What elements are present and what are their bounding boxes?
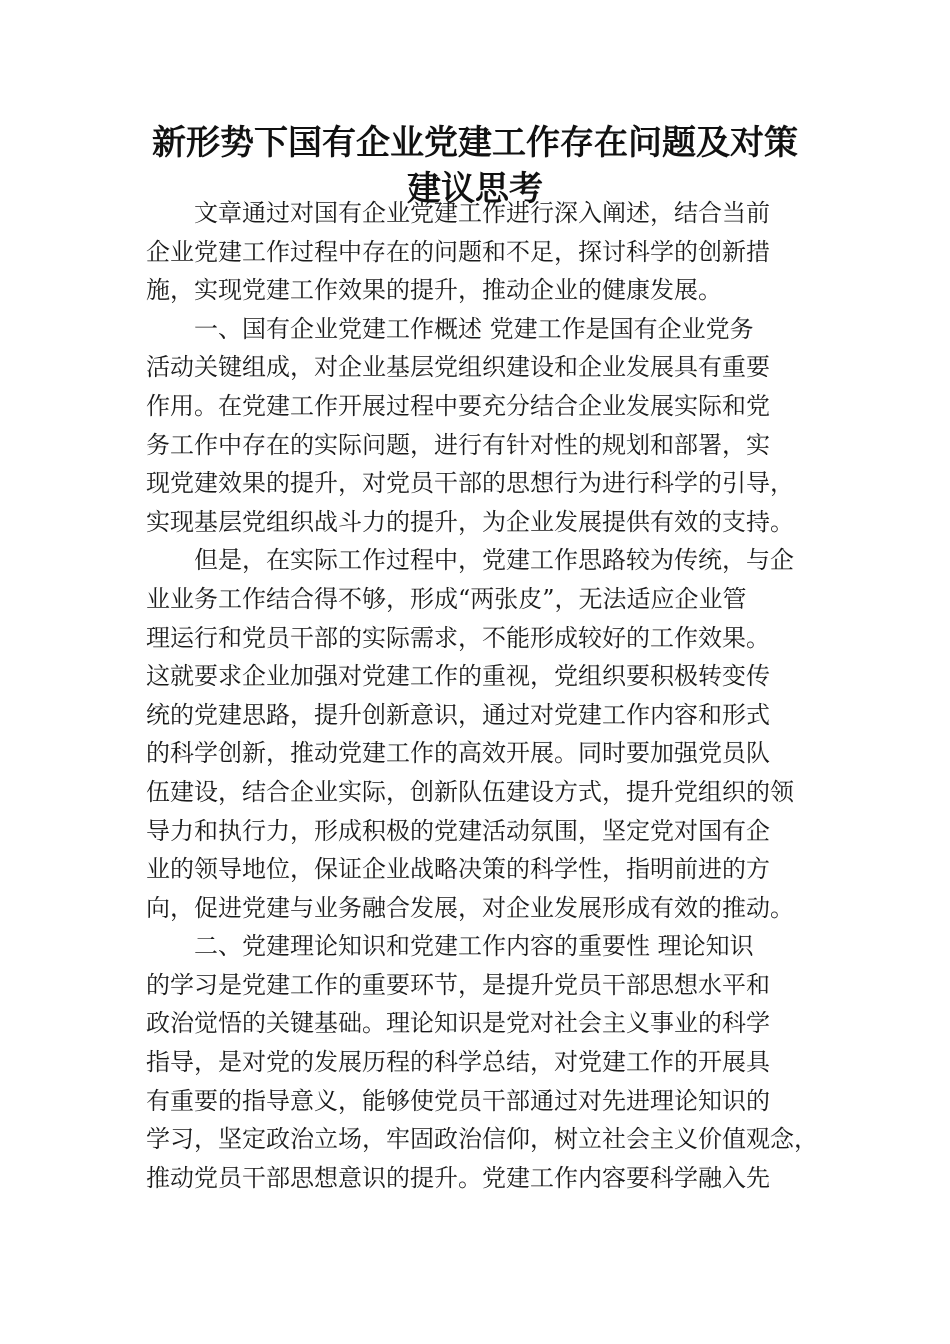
document-title-line-2: 建议思考 [407, 169, 543, 209]
text-line: 统的党建思路，提升创新意识，通过对党建工作内容和形式 [146, 700, 770, 729]
text-line: 指导，是对党的发展历程的科学总结，对党建工作的开展具 [146, 1048, 770, 1077]
paragraph-section-1 [146, 310, 808, 542]
text-line: 实现基层党组织战斗力的提升，为企业发展提供有效的支持。 [146, 507, 794, 536]
text-line: 推动党员干部思想意识的提升。党建工作内容要科学融入先 [146, 1163, 770, 1192]
text-line: 二、党建理论知识和党建工作内容的重要性 理论知识 [194, 932, 754, 961]
text-line: 的学习是党建工作的重要环节，是提升党员干部思想水平和 [146, 970, 770, 999]
paragraph-intro [146, 194, 808, 310]
document-title-line-1: 新形势下国有企业党建工作存在问题及对策 [152, 123, 798, 163]
text-line: 理运行和党员干部的实际需求，不能形成较好的工作效果。 [146, 623, 770, 652]
text-line: 业业务工作结合得不够，形成“两张皮”，无法适应企业管 [146, 584, 747, 613]
text-line: 企业党建工作过程中存在的问题和不足，探讨科学的创新措 [146, 237, 770, 266]
text-line: 这就要求企业加强对党建工作的重视，党组织要积极转变传 [146, 662, 770, 691]
paragraph-section-2 [146, 927, 818, 1197]
text-line: 向，促进党建与业务融合发展，对企业发展形成有效的推动。 [146, 893, 794, 922]
text-line: 现党建效果的提升，对党员干部的思想行为进行科学的引导， [146, 469, 794, 498]
text-line: 业的领导地位，保证企业战略决策的科学性，指明前进的方 [146, 855, 770, 884]
text-line: 但是，在实际工作过程中，党建工作思路较为传统，与企 [194, 546, 794, 575]
text-line: 的科学创新，推动党建工作的高效开展。同时要加强党员队 [146, 739, 770, 768]
text-line: 学习，坚定政治立场，牢固政治信仰，树立社会主义价值观念， [146, 1125, 818, 1154]
text-line: 导力和执行力，形成积极的党建活动氛围，坚定党对国有企 [146, 816, 770, 845]
text-line: 一、国有企业党建工作概述 党建工作是国有企业党务 [194, 314, 754, 343]
text-line: 施，实现党建工作效果的提升，推动企业的健康发展。 [146, 276, 722, 305]
document-body [146, 194, 818, 1197]
text-line: 文章通过对国有企业党建工作进行深入阐述，结合当前 [194, 199, 770, 227]
text-line: 有重要的指导意义，能够使党员干部通过对先进理论知识的 [146, 1086, 770, 1115]
text-line: 务工作中存在的实际问题，进行有针对性的规划和部署，实 [146, 430, 770, 459]
paragraph-however [146, 541, 808, 927]
text-line: 作用。在党建工作开展过程中要充分结合企业发展实际和党 [146, 391, 770, 420]
text-line: 伍建设，结合企业实际，创新队伍建设方式，提升党组织的领 [146, 777, 794, 806]
text-line: 政治觉悟的关键基础。理论知识是党对社会主义事业的科学 [146, 1009, 770, 1038]
text-line: 活动关键组成，对企业基层党组织建设和企业发展具有重要 [146, 353, 770, 382]
